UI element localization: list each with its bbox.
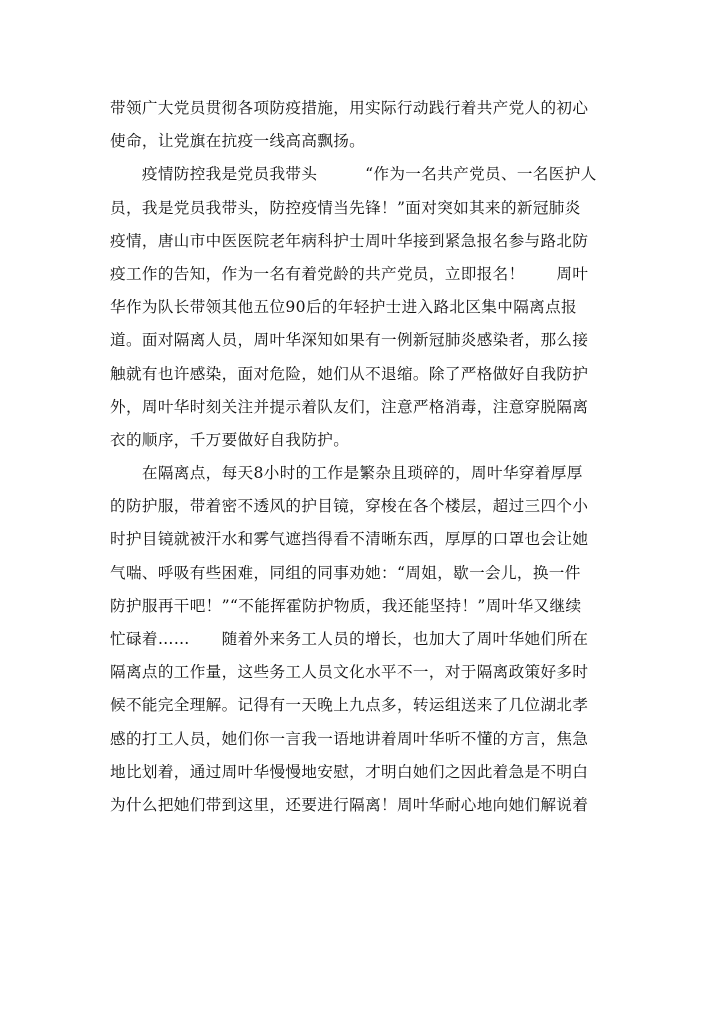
text-line: 疫工作的告知，作为一名有着党龄的共产党员，立即报名！ 周叶 (110, 264, 589, 283)
text-line: 感的打工人员，她们你一言我一语地讲着周叶华听不懂的方言，焦急 (110, 729, 589, 748)
text-line: 忙碌着…… 随着外来务工人员的增长，也加大了周叶华她们所在 (110, 630, 589, 648)
text-line: 为什么把她们带到这里，还要进行隔离！周叶华耐心地向她们解说着 (110, 795, 589, 814)
text-line: 隔离点的工作量，这些务工人员文化水平不一，对于隔离政策好多时 (110, 663, 589, 682)
text-line: 使命，让党旗在抗疫一线高高飘扬。 (110, 132, 366, 151)
text-line: 疫情防控我是党员我带头 “作为一名共产党员、一名医护人 (110, 165, 597, 184)
text-line: 外，周叶华时刻关注并提示着队友们，注意严格消毒，注意穿脱隔离 (110, 397, 589, 416)
text-line: 在隔离点，每天8小时的工作是繁杂且琐碎的，周叶华穿着厚厚 (110, 464, 583, 483)
text-line: 的防护服，带着密不透风的护目镜，穿梭在各个楼层，超过三四个小 (110, 497, 589, 516)
text-line: 衣的顺序，千万要做好自我防护。 (110, 430, 350, 449)
text-line: 员，我是党员我带头，防控疫情当先锋！”面对突如其来的新冠肺炎 (110, 198, 581, 217)
text-line: 华作为队长带领其他五位90后的年轻护士进入路北区集中隔离点报 (110, 298, 577, 317)
document-body (110, 92, 602, 822)
text-line: 时护目镜就被汗水和雾气遮挡得看不清晰东西，厚厚的口罩也会让她 (110, 530, 589, 549)
text-line: 防护服再干吧！”“不能挥霍防护物质，我还能坚持！”周叶华又继续 (110, 596, 582, 615)
text-line: 候不能完全理解。记得有一天晚上九点多，转运组送来了几位湖北孝 (110, 696, 589, 715)
text-line: 地比划着，通过周叶华慢慢地安慰，才明白她们之因此着急是不明白 (110, 762, 589, 781)
text-line: 触就有也许感染，面对危险，她们从不退缩。除了严格做好自我防护 (110, 364, 589, 383)
text-line: 气喘、呼吸有些困难，同组的同事劝她：“周姐，歇一会儿，换一件 (110, 563, 581, 582)
text-line: 疫情，唐山市中医医院老年病科护士周叶华接到紧急报名参与路北防 (110, 231, 589, 250)
text-line: 道。面对隔离人员，周叶华深知如果有一例新冠肺炎感染者，那么接 (110, 331, 589, 350)
text-line: 带领广大党员贯彻各项防疫措施，用实际行动践行着共产党人的初心 (110, 99, 589, 117)
